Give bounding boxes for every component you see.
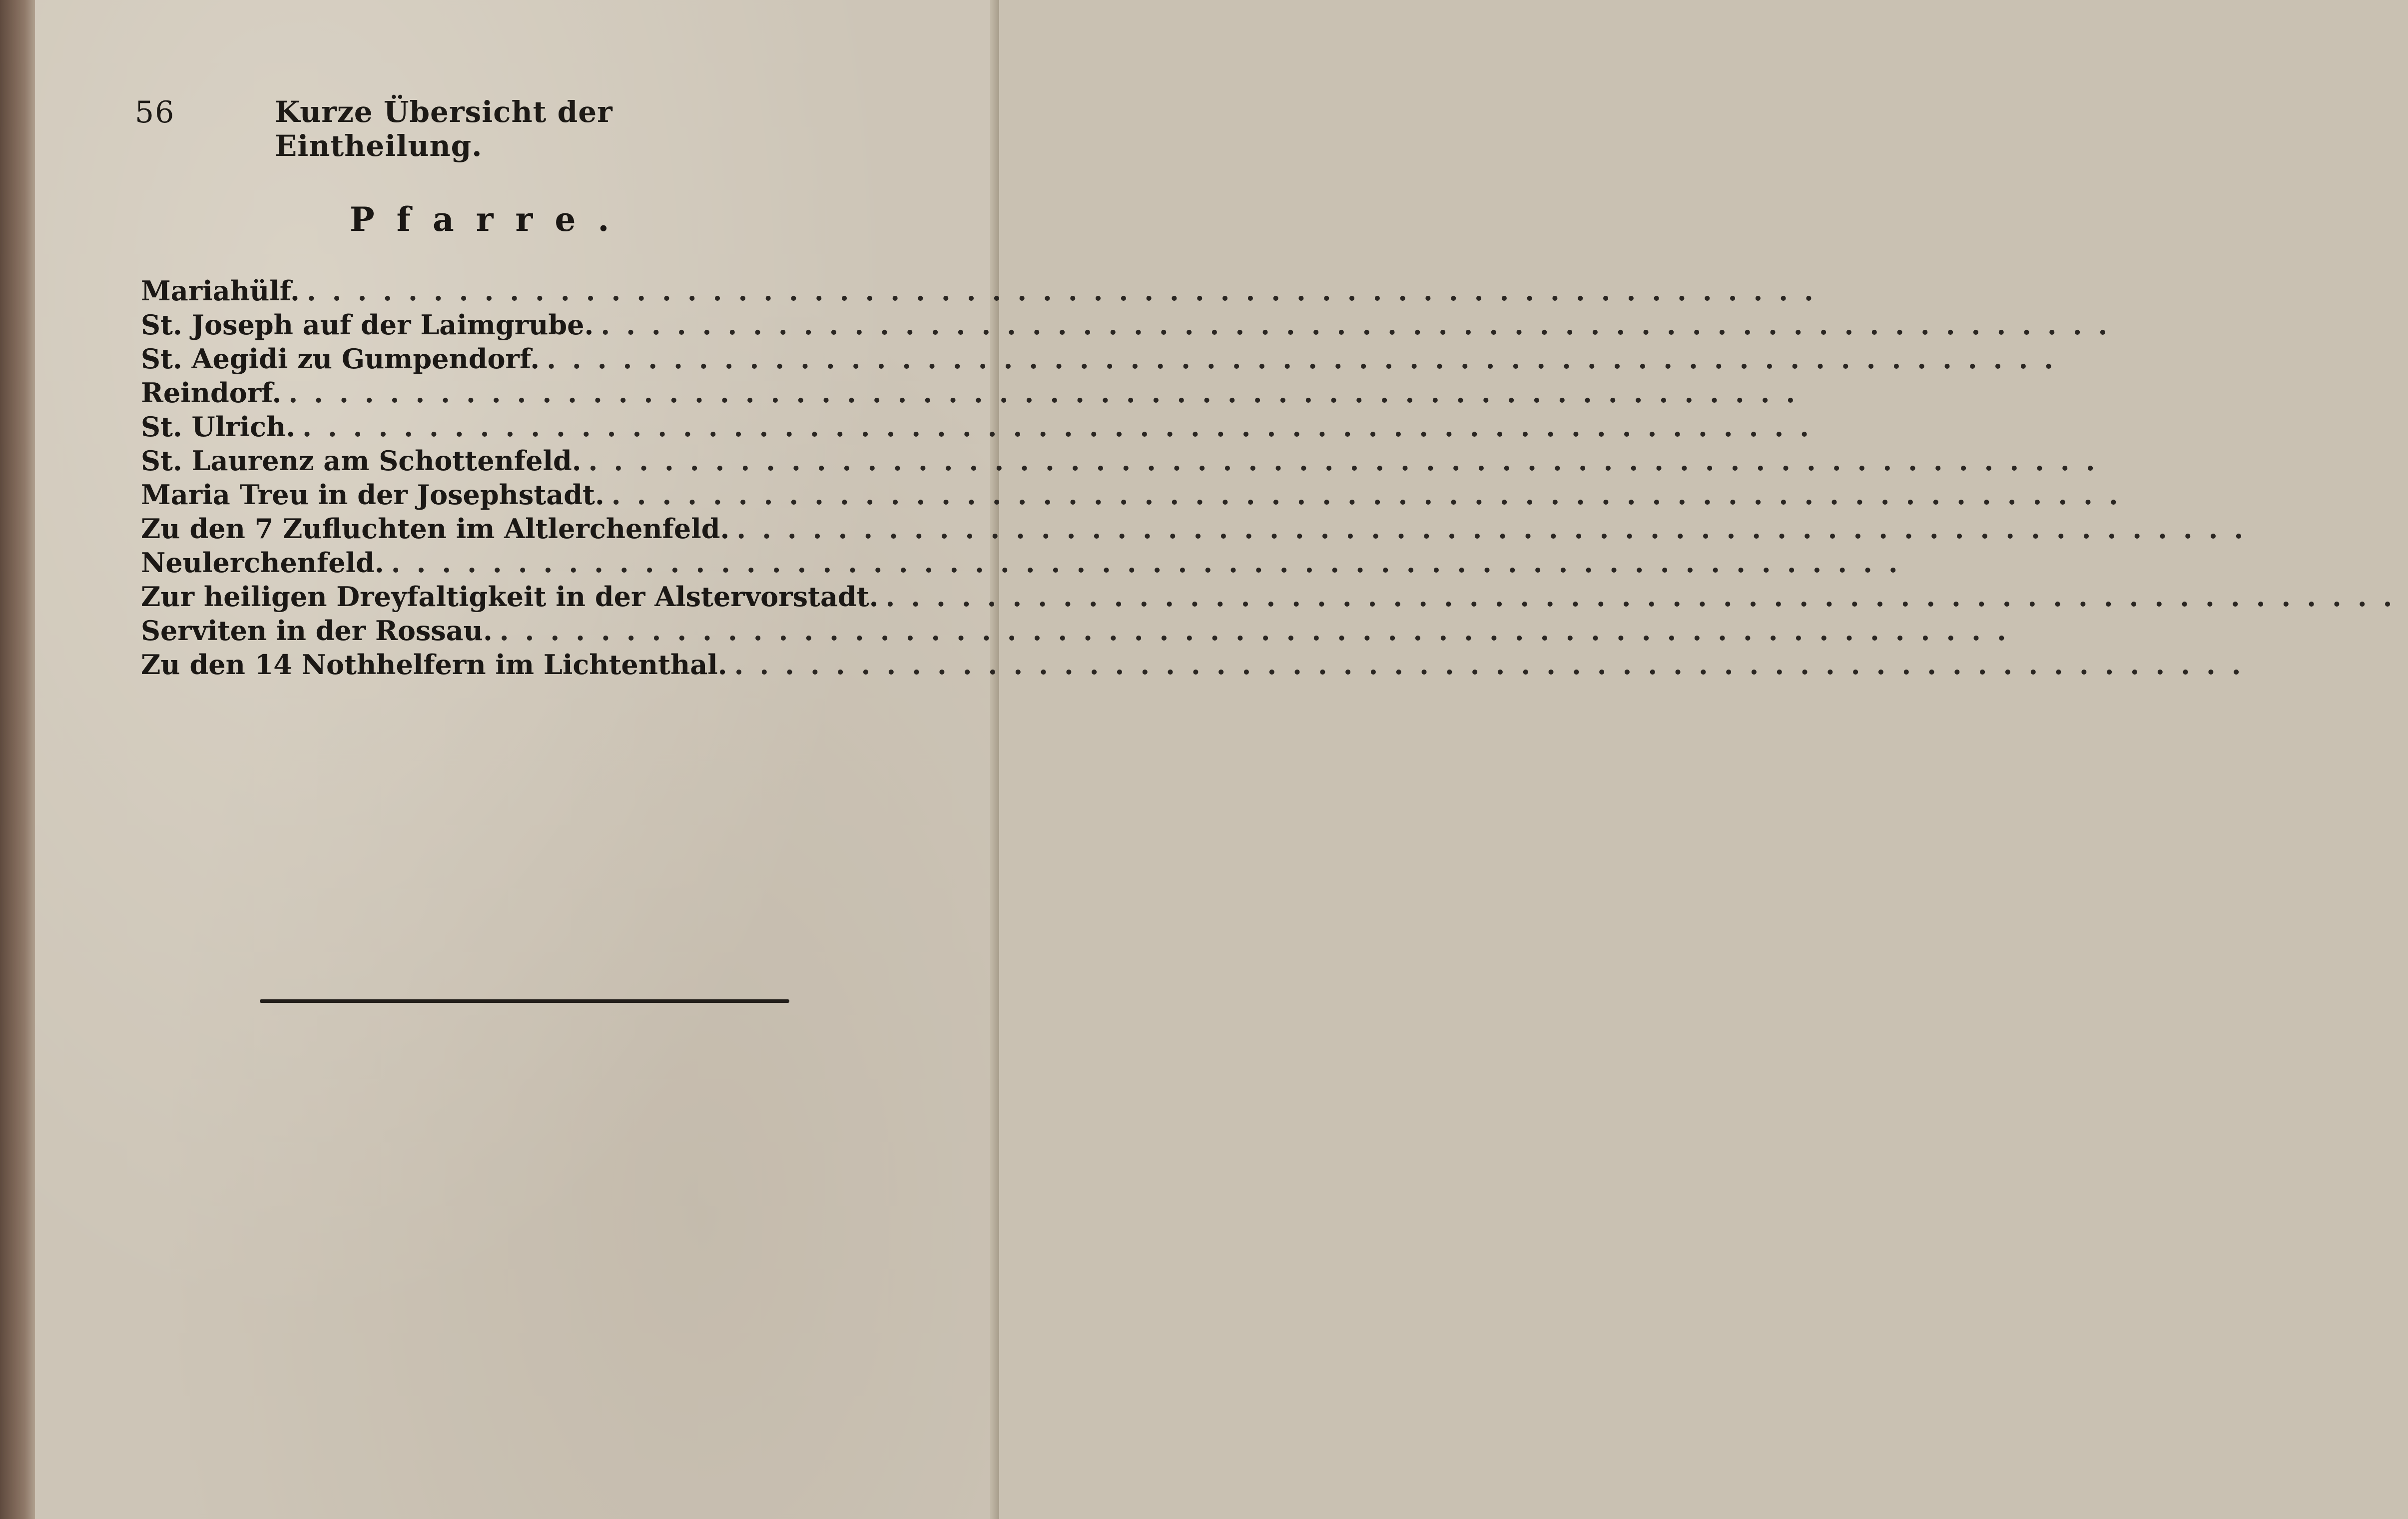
parish-name: Reindorf. — [141, 377, 282, 409]
page-number: 56 — [135, 95, 175, 130]
parish-name: Neulerchenfeld. — [141, 547, 384, 579]
dot-leader: ............................................................ — [885, 581, 2408, 613]
dot-leader: ............................................................ — [588, 445, 2111, 477]
list-item — [141, 512, 2260, 546]
parish-list — [141, 274, 2408, 682]
dot-leader: ............................................................ — [499, 615, 2022, 647]
dot-leader: ............................................................ — [306, 275, 1829, 307]
dot-leader: ............................................................ — [302, 411, 1825, 443]
parish-name: St. Joseph auf der Laimgrube. — [141, 309, 594, 341]
list-item — [141, 342, 2070, 376]
dot-leader: ............................................................ — [611, 479, 2134, 511]
page-right-edge — [990, 0, 999, 1519]
dot-leader: ............................................................ — [547, 343, 2070, 375]
section-divider-rule — [260, 999, 789, 1003]
parish-name: Mariahülf. — [141, 275, 300, 307]
dot-leader: ............................................................ — [736, 513, 2260, 545]
list-item — [141, 478, 2134, 512]
dot-leader: ............................................................ — [601, 309, 2124, 341]
list-item — [141, 308, 2124, 342]
parish-name: Maria Treu in der Josephstadt. — [141, 479, 604, 511]
list-item — [141, 376, 1811, 410]
parish-name: Zu den 14 Nothhelfern im Lichtenthal. — [141, 649, 727, 681]
parish-name: St. Ulrich. — [141, 411, 296, 443]
parish-name: Zu den 7 Zufluchten im Altlerchenfeld. — [141, 513, 730, 545]
list-item — [141, 580, 2408, 614]
list-item — [141, 648, 2257, 682]
parish-name: Serviten in der Rossau. — [141, 615, 493, 647]
list-item — [141, 546, 1914, 580]
parish-name: Zur heiligen Dreyfaltigkeit in der Alstervorstadt. — [141, 581, 879, 613]
dot-leader: ............................................................ — [734, 649, 2257, 681]
parish-name: St. Aegidi zu Gumpendorf. — [141, 343, 540, 375]
list-item — [141, 444, 2111, 478]
section-title: Pfarre. — [350, 200, 631, 239]
page-header — [135, 95, 804, 163]
book-binding-edge — [0, 0, 35, 1519]
dot-leader: ............................................................ — [391, 547, 1914, 579]
list-item — [141, 614, 2022, 648]
list-item — [141, 410, 1825, 444]
dot-leader: ............................................................ — [288, 377, 1811, 409]
parish-name: St. Laurenz am Schottenfeld. — [141, 445, 582, 477]
list-item — [141, 274, 1829, 308]
running-head: Kurze Übersicht der Eintheilung. — [275, 95, 613, 163]
